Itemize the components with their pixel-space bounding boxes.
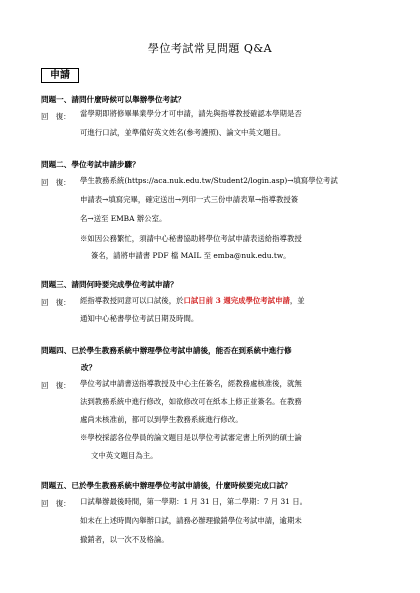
answer-3-deadline-highlight: 口試日前 3 週完成學位考試申請 xyxy=(183,296,290,305)
answer-3-line-2: 通知中心秘書學位考試日期及時間。 xyxy=(80,314,199,323)
answer-2-note-line-1: ※如因公務繁忙，須請中心秘書協助將學位考試申請表送給指導教授 xyxy=(80,234,302,243)
answer-1-line-2: 可進行口試，並準備好英文姓名(參考護照)、論文中英文題目。 xyxy=(80,128,286,137)
answer-label-1: 回 復： xyxy=(41,112,71,121)
answer-3-text-b: ，並 xyxy=(289,296,305,305)
section-heading-apply: 申請 xyxy=(41,68,79,83)
question-1: 問題一、請問什麼時候可以舉辦學位考試？ xyxy=(41,95,186,104)
answer-label-2: 回 復： xyxy=(41,178,71,187)
question-4-line-1: 問題四、已於學生教務系統中辦理學位考試申請後，能否在到系統中進行修 xyxy=(41,346,292,355)
answer-5-line-2: 如未在上述時間內舉辦口試，請務必辦理撤銷學位考試申請，逾期未 xyxy=(80,516,302,525)
answer-5-line-3: 撤銷者，以一次不及格論。 xyxy=(80,535,169,544)
question-3: 問題三、請問何時要完成學位考試申請？ xyxy=(41,280,178,289)
answer-4-line-3: 處尚未核准前，都可以到學生教務系統進行修改。 xyxy=(80,415,243,424)
question-4-line-2: 改？ xyxy=(81,363,97,372)
answer-label-4: 回 復： xyxy=(41,381,71,390)
answer-2-line-1: 學生教務系統(https://aca.nuk.edu.tw/Student2/login.asp)→填寫學位考試 xyxy=(80,176,338,185)
answer-4-note-line-2: 文中英文題目為主。 xyxy=(91,451,158,460)
answer-label-5: 回 復： xyxy=(41,499,71,508)
answer-3-text-a: 經指導教授同意可以口試後，於 xyxy=(80,296,184,305)
question-5: 問題五、已於學生教務系統中辦理學位考試申請後，什麼時候要完成口試？ xyxy=(41,481,292,490)
page-title: 學位考試常見問題 Q&A xyxy=(147,42,273,55)
answer-label-3: 回 復： xyxy=(41,298,71,307)
answer-3-line-1 xyxy=(80,296,305,306)
question-2: 問題二、學位考試申請步驟？ xyxy=(41,160,140,169)
answer-4-line-1: 學位考試申請書送指導教授及中心主任簽名，經教務處核准後，就無 xyxy=(80,379,302,388)
answer-4-note-line-1: ※學校採認各位學員的論文題目是以學位考試審定書上所列的碩士論 xyxy=(80,433,302,442)
answer-2-line-3: 名→送至 EMBA 辦公室。 xyxy=(80,214,167,223)
answer-1-line-1: 當學期即將修畢畢業學分才可申請，請先與指導教授確認本學期是否 xyxy=(80,109,302,118)
answer-2-line-2: 申請表→填寫完畢，確定送出→列印一式三份申請表單→指導教授簽 xyxy=(80,195,299,204)
answer-2-note-line-2: 簽名，請將申請書 PDF 檔 MAIL 至 emba@nuk.edu.tw。 xyxy=(91,251,291,260)
answer-5-line-1: 口試舉辦最後時間，第一學期：1 月 31 日，第二學期：7 月 31 日。 xyxy=(80,497,308,506)
answer-4-line-2: 法到教務系統中進行修改，如欲修改可在紙本上修正並簽名。在教務 xyxy=(80,397,302,406)
